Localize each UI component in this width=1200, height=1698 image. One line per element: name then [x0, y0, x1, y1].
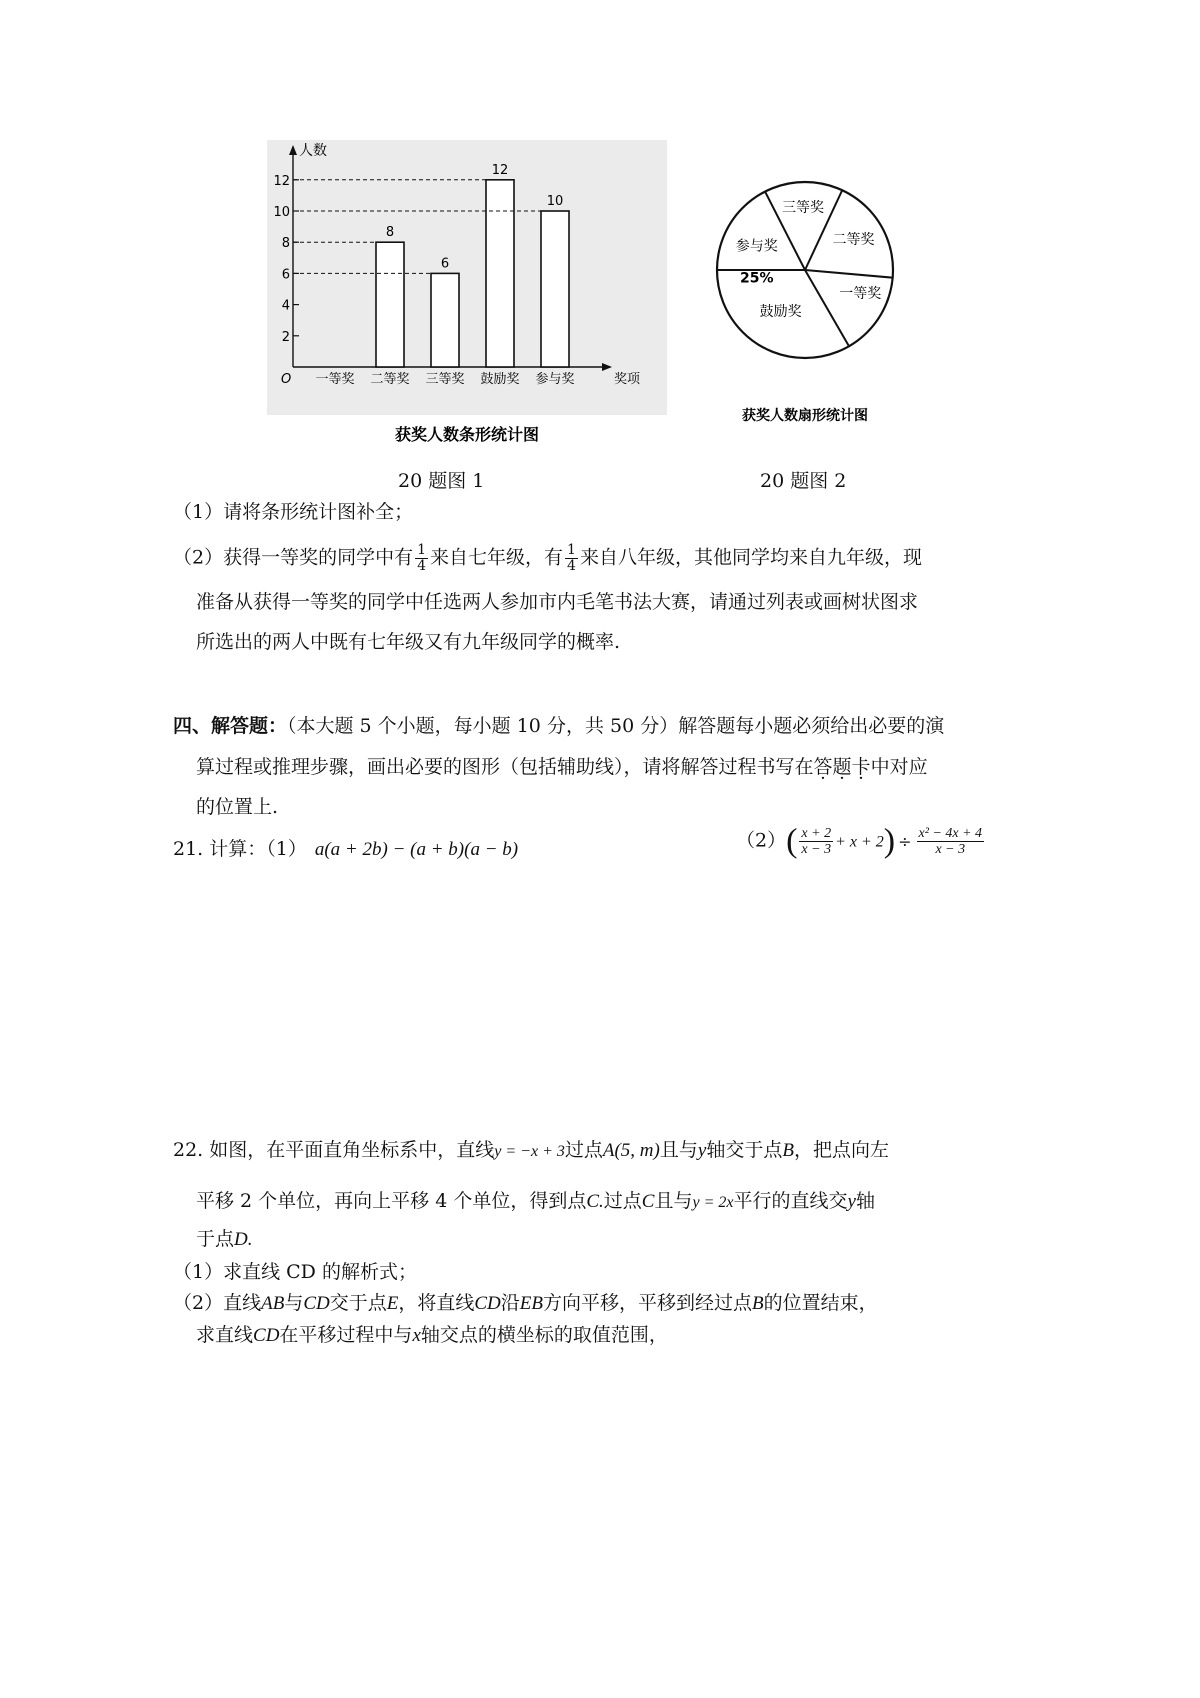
- y-tick-label: 4: [281, 298, 290, 314]
- pie-chart: [685, 180, 925, 450]
- pie-slice-label: 参与奖: [735, 238, 778, 255]
- q20-part2-line3: 所选出的两人中既有七年级又有九年级同学的概率.: [196, 631, 621, 653]
- x-tick-label: 一等奖: [315, 372, 355, 387]
- q22-line2: 平移 2 个单位，再向上平移 4 个单位，得到点C.过点C且与y = 2x平行的直线交y轴: [196, 1190, 875, 1212]
- q22-part2-line1: （2）直线AB与CD交于点E，将直线CD沿EB方向平移，平移到经过点B的位置结束，: [173, 1292, 878, 1314]
- pie-slice-label: 鼓励奖: [759, 303, 802, 320]
- section4-line2: 算过程或推理步骤，画出必要的图形（包括辅助线），请将解答过程书写在答题卡中对应: [196, 756, 928, 778]
- q22-line3: 于点D.: [196, 1228, 253, 1250]
- bar-value-label: 12: [491, 162, 509, 178]
- figure-2-caption: 20 题图 2: [760, 470, 847, 492]
- fraction-one-quarter: $\frac{1}{4}$: [417, 542, 427, 574]
- y-tick-label: 12: [273, 173, 290, 189]
- y-tick-label: 2: [281, 329, 290, 345]
- x-tick-label: 鼓励奖: [480, 372, 520, 387]
- y-tick-label: 10: [273, 205, 290, 220]
- y-axis-label: 人数: [299, 143, 327, 159]
- bar-chart-title: 获奖人数条形统计图: [394, 425, 540, 444]
- q20-part2-line2: 准备从获得一等奖的同学中任选两人参加市内毛笔书法大赛，请通过列表或画树状图求: [196, 591, 919, 613]
- x-tick-label: 参与奖: [535, 372, 575, 387]
- q22-line1: 22. 如图，在平面直角坐标系中，直线y = −x + 3过点A(5, m)且与y轴交于点B，把点向左: [173, 1139, 889, 1161]
- bar-chart: [255, 135, 675, 465]
- q21-fraction-1: $\frac{x + 2}{x - 3}$: [801, 826, 832, 857]
- figure-1-caption: 20 题图 1: [398, 470, 485, 492]
- bar: [486, 180, 514, 367]
- q21-part1: 21. 计算：（1） a(a + 2b) − (a + b)(a − b): [173, 838, 519, 860]
- x-tick-label: 二等奖: [370, 372, 410, 387]
- y-tick-label: 8: [281, 236, 290, 252]
- pie-slice-label: 一等奖: [839, 286, 882, 303]
- q22-part1: （1）求直线 CD 的解析式；: [173, 1261, 417, 1283]
- bar-value-label: 8: [385, 225, 395, 241]
- bar: [541, 211, 569, 367]
- bar-value-label: 6: [440, 256, 450, 272]
- pie-slice-percent: 25%: [740, 270, 774, 287]
- section4-line1: 四、解答题：（本大题 5 个小题，每小题 10 分，共 50 分）解答题每小题必须给出必要的演: [173, 715, 945, 737]
- pie-slice-label: 三等奖: [781, 200, 824, 217]
- q21-fraction-2: $\frac{\text{x² − 4x + 4}}{x - 3}$: [918, 826, 983, 857]
- q21-expression-1: a(a + 2b) − (a + b)(a − b): [314, 839, 519, 860]
- pie-chart-title: 获奖人数扇形统计图: [742, 408, 868, 424]
- x-axis-label: 奖项: [613, 372, 641, 387]
- q20-part1: （1）请将条形统计图补全；: [173, 501, 414, 523]
- bar: [431, 273, 459, 367]
- section4-heading: 四、解答题：: [173, 715, 288, 737]
- q21-part2: （2）( $\frac{x + 2}{x - 3}$ + x + 2) ÷ $\frac{\text{x² − 4x + 4}}{x - 3}$: [736, 822, 983, 860]
- q22-part2-line2: 求直线CD在平移过程中与x轴交点的横坐标的取值范围，: [196, 1324, 668, 1346]
- section4-line3: 的位置上.: [196, 796, 279, 818]
- y-tick-label: 6: [281, 267, 290, 283]
- fraction-one-quarter: $\frac{1}{4}$: [567, 542, 576, 574]
- origin-label: O: [281, 372, 292, 387]
- bar-value-label: 10: [546, 194, 564, 209]
- bar: [376, 242, 404, 367]
- pie-slice-label: 二等奖: [832, 232, 875, 249]
- q20-part2-line1: （2）获得一等奖的同学中有 $\frac{1}{4}$ 来自七年级，有 $\frac{1}{4}$ 来自八年级，其他同学均来自九年级，现: [173, 542, 922, 574]
- x-tick-label: 三等奖: [425, 372, 465, 387]
